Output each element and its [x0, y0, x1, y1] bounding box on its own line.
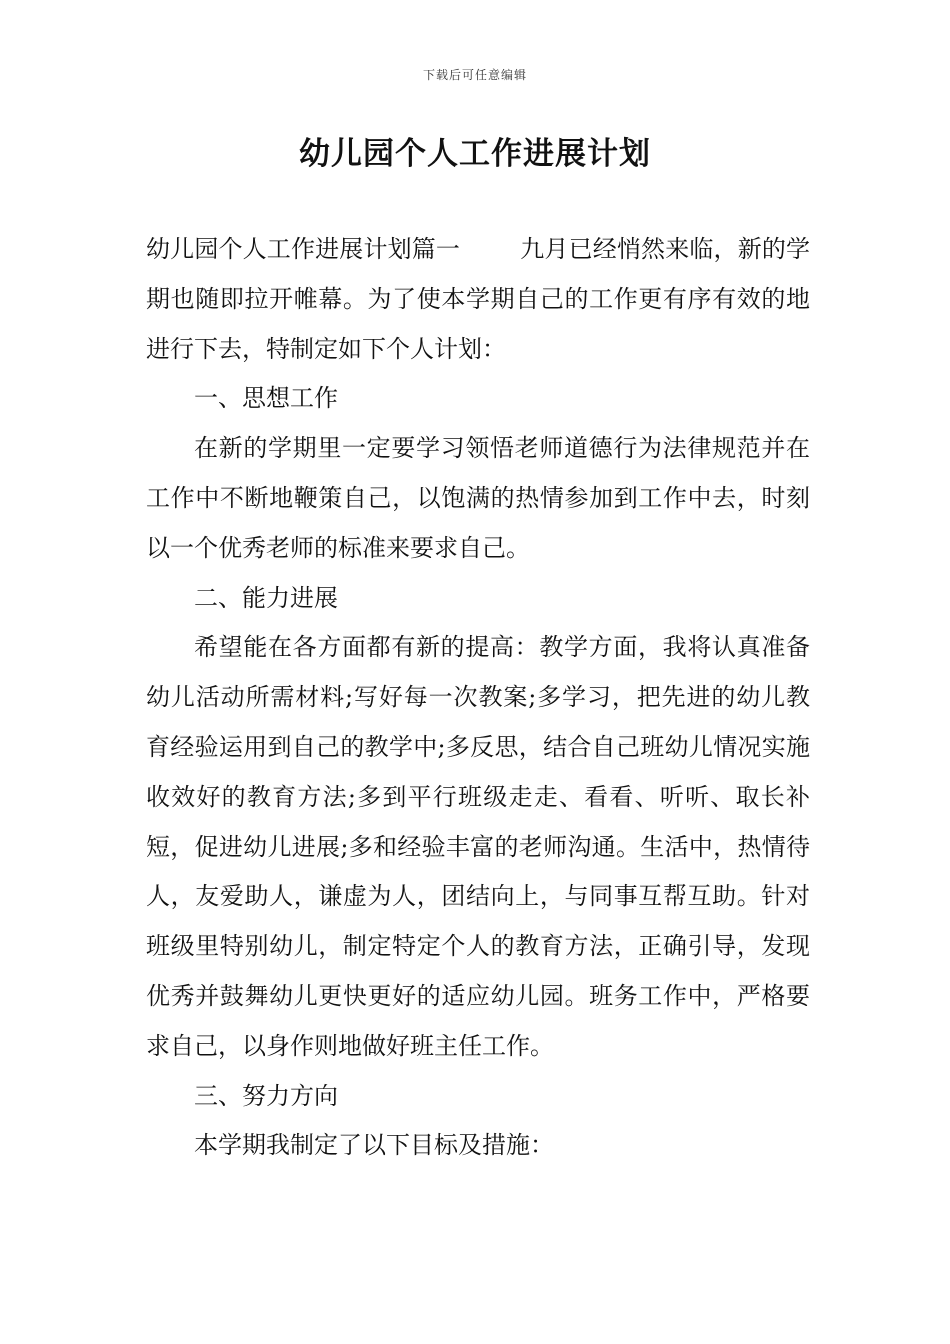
section-paragraph: 希望能在各方面都有新的提高：教学方面，我将认真准备幼儿活动所需材料;写好每一次教案;多学习，把先进的幼儿教育经验运用到自己的教学中;多反思，结合自己班幼儿情况实施收效好的教育方法;多到平行班级走走、看看、听听、取长补短，促进幼儿进展;多和经验丰富的老师沟通。生活中，热情待人，友爱助人，谦虚为人，团结向上，与同事互帮互助。针对班级里特别幼儿，制定特定个人的教育方法，正确引导，发现优秀并鼓舞幼儿更快更好的适应幼儿园。班务工作中，严格要求自己，以身作则地做好班主任工作。	[146, 633, 810, 1060]
section-paragraph: 本学期我制定了以下目标及措施：	[194, 1131, 554, 1160]
intro-paragraph	[146, 225, 810, 374]
section-heading: 二、能力进展	[194, 583, 338, 612]
document-title: 幼儿园个人工作进展计划	[299, 136, 651, 172]
section-heading: 一、思想工作	[194, 384, 338, 413]
header-note: 下载后可任意编辑	[422, 68, 527, 82]
section-paragraph: 在新的学期里一定要学习领悟老师道德行为法律规范并在工作中不断地鞭策自己，以饱满的热情参加到工作中去，时刻以一个优秀老师的标准来要求自己。	[146, 434, 810, 562]
section-heading: 三、努力方向	[194, 1081, 338, 1110]
intro-lead: 幼儿园个人工作进展计划篇一	[146, 235, 461, 263]
intro-text: 九月已经悄然来临，新的学期也随即拉开帷幕。为了使本学期自己的工作更有序有效的地进行下去，特制定如下个人计划：	[146, 235, 811, 363]
document-body	[146, 225, 810, 1171]
